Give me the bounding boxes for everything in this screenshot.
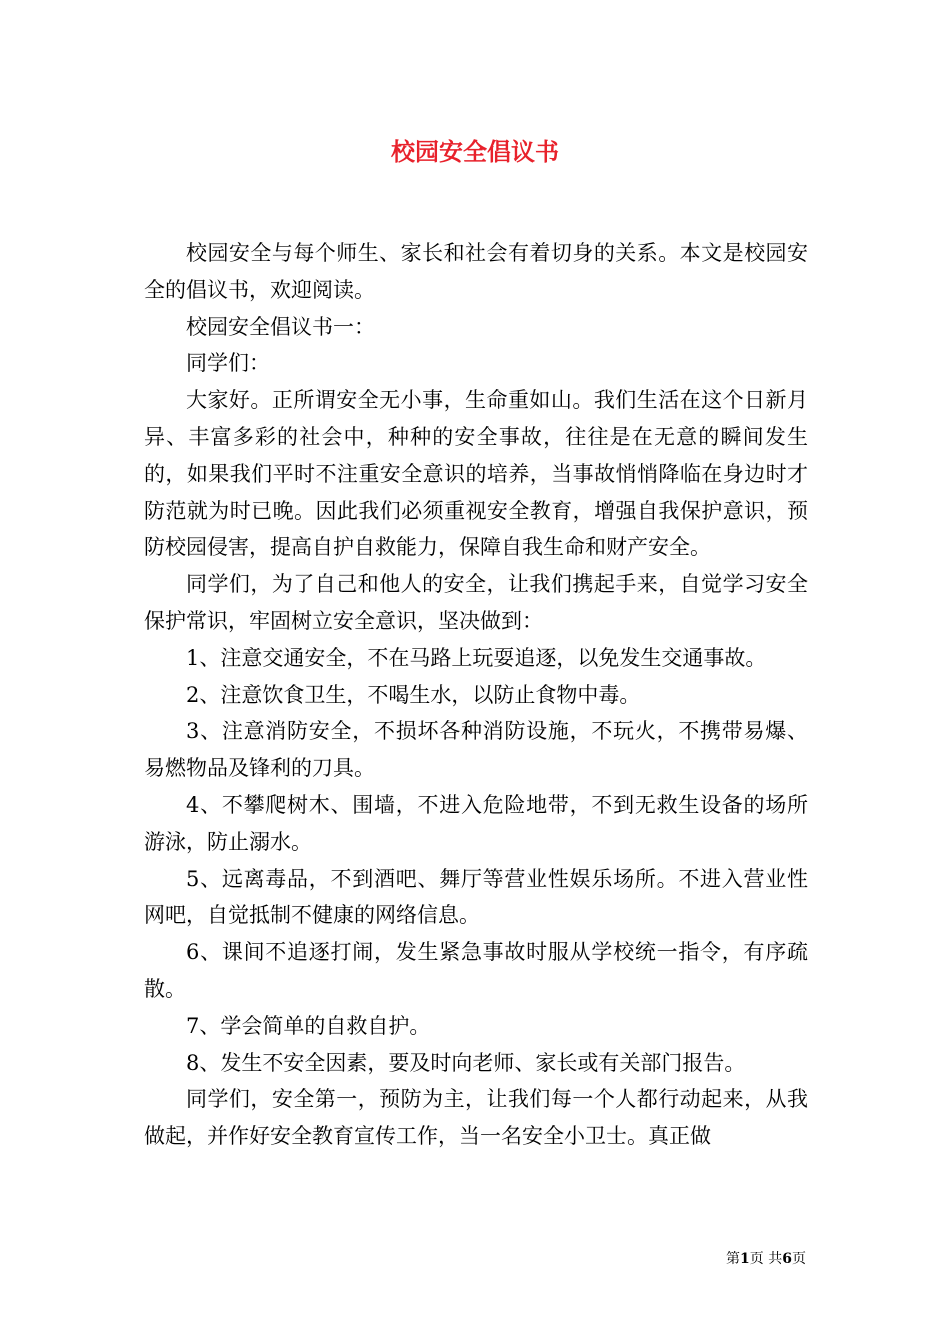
paragraph-intro: 校园安全与每个师生、家长和社会有着切身的关系。本文是校园安全的倡议书，欢迎阅读。 [144,241,808,302]
list-item: 5、远离毒品，不到酒吧、舞厅等营业性娱乐场所。不进入营业性网吧，自觉抵制不健康的网络信息。 [144,866,808,928]
paragraph-salutation: 同学们： [186,351,270,376]
list-item: 4、不攀爬树木、围墙，不进入危险地带，不到无救生设备的场所游泳，防止溺水。 [144,792,808,854]
page-footer [726,1248,806,1268]
footer-prefix: 第 [726,1251,741,1267]
list-item: 6、课间不追逐打闹，发生紧急事故时服从学校统一指令，有序疏散。 [144,940,808,1001]
list-item: 2、注意饮食卫生，不喝生水，以防止食物中毒。 [186,682,641,707]
total-page-count: 6 [782,1251,792,1267]
paragraph: 同学们，安全第一，预防为主，让我们每一个人都行动起来，从我做起，并作好安全教育宣传工作，当一名安全小卫士。真正做 [144,1087,808,1149]
list-item: 3、注意消防安全，不损坏各种消防设施，不玩火，不携带易爆、易燃物品及锋利的刀具。 [144,719,808,781]
paragraph: 大家好。正所谓安全无小事，生命重如山。我们生活在这个日新月异、丰富多彩的社会中，种种的安全事故，往往是在无意的瞬间发生的，如果我们平时不注重安全意识的培养，当事故悄悄降临在身边时才防范就为时已晚。因此我们必须重视安全教育，增强自我保护意识，预防校园侵害，提高自护自救能力，保障自我生命和财产安全。 [144,388,808,560]
footer-middle: 页 共 [749,1251,783,1267]
footer-suffix: 页 [792,1251,806,1267]
list-item: 8、发生不安全因素，要及时向老师、家长或有关部门报告。 [186,1050,746,1075]
paragraph: 同学们，为了自己和他人的安全，让我们携起手来，自觉学习安全保护常识，牢固树立安全意识，坚决做到： [144,572,808,633]
current-page-number: 1 [740,1251,750,1267]
document-body [144,235,808,1155]
paragraph-heading: 校园安全倡议书一： [186,314,375,339]
list-item: 1、注意交通安全，不在马路上玩耍追逐，以免发生交通事故。 [186,645,767,670]
document-title: 校园安全倡议书 [391,137,559,166]
list-item: 7、学会简单的自救自护。 [186,1013,431,1038]
